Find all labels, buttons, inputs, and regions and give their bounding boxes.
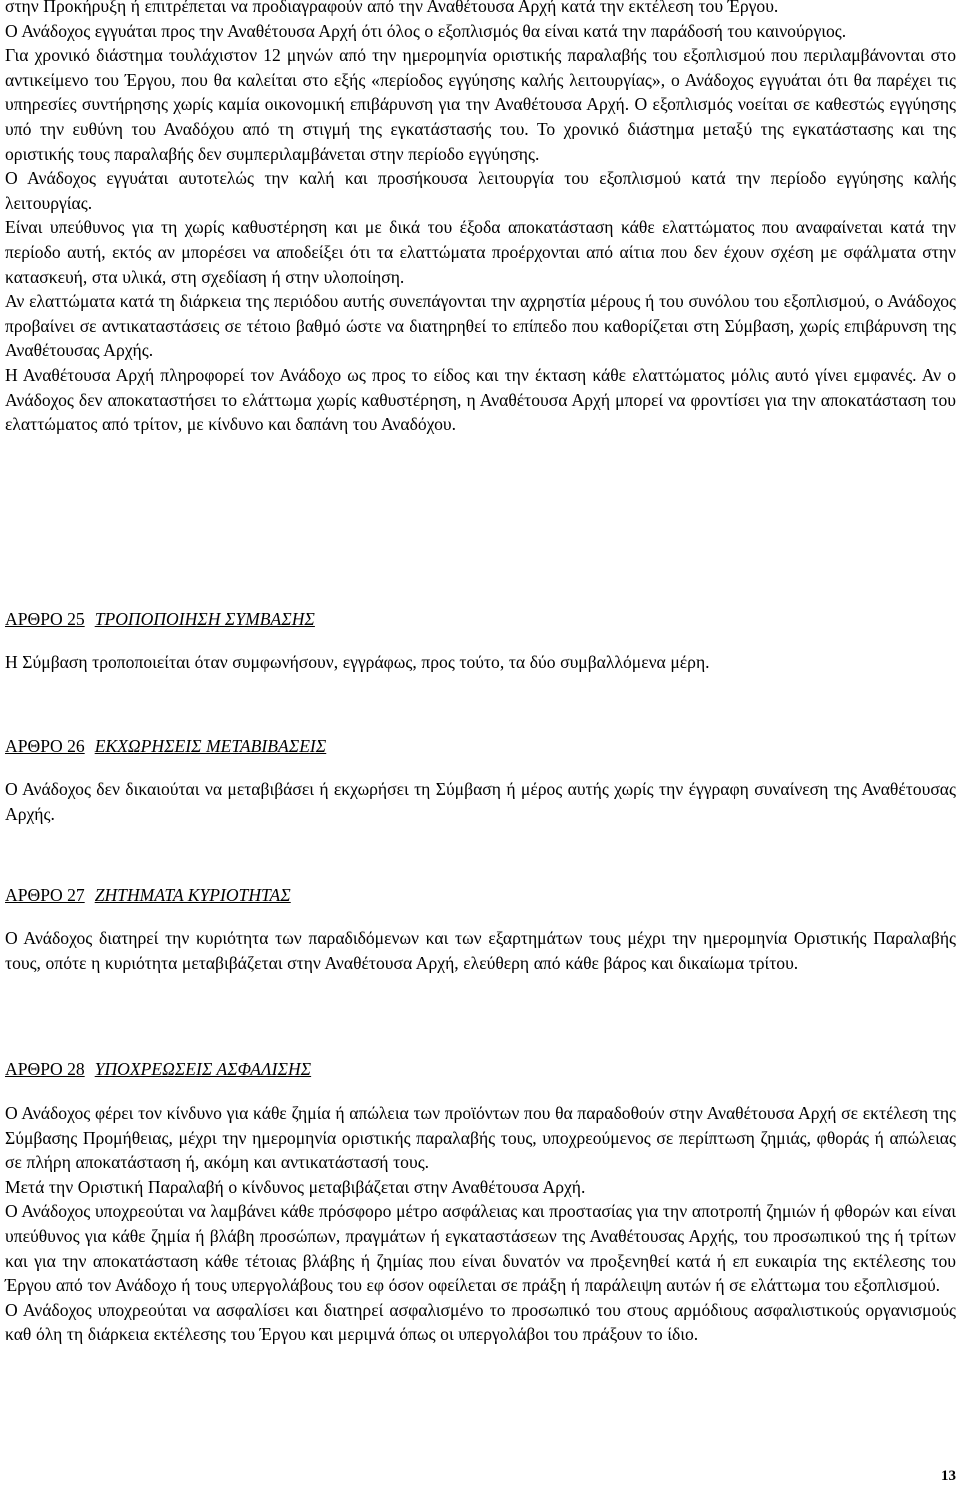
paragraph: στην Προκήρυξη ή επιτρέπεται να προδιαγραφούν από την Αναθέτουσα Αρχή κατά την εκτέλεση του Έργου. [5, 0, 779, 16]
article-28-heading [5, 1057, 311, 1081]
paragraph: Ο Ανάδοχος δεν δικαιούται να μεταβιβάσει ή εκχωρήσει τη Σύμβαση ή μέρος αυτής χωρίς την έγγραφη συναίνεση της Αναθέτουσας Αρχής. [5, 779, 956, 824]
paragraph: Μετά την Οριστική Παραλαβή ο κίνδυνος μεταβιβάζεται στην Αναθέτουσα Αρχή. [5, 1176, 586, 1197]
paragraph: Είναι υπεύθυνος για τη χωρίς καθυστέρηση και με δικά του έξοδα αποκατάσταση κάθε ελαττώματος που αναφαίνεται κατά την περίοδο αυτή, εκτός αν μπορέσει να αποδείξει ότι τα ελαττώματα προέρχονται από αίτια που δεν έχουν σχέση με σφάλματα στην κατασκευή, στα υλικά, στη σχεδίαση ή στην υλοποίηση. [5, 217, 956, 287]
article-number: ΑΡΘΡΟ 28 [5, 1059, 85, 1079]
article-number: ΑΡΘΡΟ 25 [5, 609, 85, 629]
paragraph: Η Αναθέτουσα Αρχή πληροφορεί τον Ανάδοχο ως προς το είδος και την έκταση κάθε ελαττώματος μόλις αυτό γίνει εμφανές. Αν ο Ανάδοχος δεν αποκαταστήσει το ελάττωμα χωρίς καθυστέρηση, η Αναθέτουσα Αρχή μπορεί να φροντίσει για την αποκατάσταση του ελαττώματος από τρίτον, με κίνδυνο και δαπάνη του Αναδόχου. [5, 364, 956, 435]
paragraph: Ο Ανάδοχος εγγυάται αυτοτελώς την καλή και προσήκουσα λειτουργία του εξοπλισμού κατά την περίοδο εγγύησης καλής λειτουργίας. [5, 168, 956, 213]
article-25-body [5, 650, 956, 675]
article-26-heading [5, 734, 326, 758]
paragraph: Ο Ανάδοχος διατηρεί την κυριότητα των παραδιδόμενων και των εξαρτημάτων τους μέχρι την ημερομηνία Οριστικής Παραλαβής τους, οπότε η κυριότητα μεταβιβάζεται στην Αναθέτουσα Αρχή, ελεύθερη από κάθε βάρος και δικαίωμα τρίτου. [5, 928, 956, 973]
article-title: ΤΡΟΠΟΠΟΙΗΣΗ ΣΥΜΒΑΣΗΣ [94, 609, 315, 629]
warranty-text-block [5, 0, 956, 437]
article-25-heading [5, 607, 315, 631]
paragraph: Η Σύμβαση τροποποιείται όταν συμφωνήσουν, εγγράφως, προς τούτο, τα δύο συμβαλλόμενα μέρη. [5, 652, 710, 672]
paragraph: Ο Ανάδοχος φέρει τον κίνδυνο για κάθε ζημία ή απώλεια των προϊόντων που θα παραδοθούν στην Αναθέτουσα Αρχή σε εκτέλεση της Σύμβασης Προμήθειας, μέχρι την ημερομηνία οριστικής παραλαβής τους, υποχρεούμενος σε περίπτωση ζημιάς, φθοράς ή απώλειας σε πλήρη αποκατάσταση ή, ακόμη και αντικατάστασή τους. [5, 1103, 956, 1173]
paragraph: Ο Ανάδοχος υποχρεούται να ασφαλίσει και διατηρεί ασφαλισμένο το προσωπικό του στους αρμόδιους ασφαλιστικούς οργανισμούς καθ όλη τη διάρκεια εκτέλεσης του Έργου και μεριμνά όπως οι υπεργολάβοι του πράξουν το ίδιο. [5, 1299, 956, 1345]
article-number: ΑΡΘΡΟ 26 [5, 736, 85, 756]
paragraph: Ο Ανάδοχος υποχρεούται να λαμβάνει κάθε πρόσφορο μέτρο ασφάλειας και προστασίας για την αποτροπή ζημιών ή φθορών και είναι υπεύθυνος για κάθε ζημία ή βλάβη προσώπων, πραγμάτων ή εγκαταστάσεων της Αναθέτουσας Αρχής, του προσωπικού της ή τρίτων και για την αποκατάσταση κάθε τέτοιας βλάβης ή ζημίας που είναι δυνατόν να προξενηθεί κατά ή επ ευκαιρία της εκτέλεσης του Έργου από τον Ανάδοχο ή τους υπεργολάβους του εφ όσον οφείλεται σε πράξη ή παράλειψη αυτών ή σε ελάττωμα του εξοπλισμού. [5, 1201, 956, 1296]
article-26-body [5, 777, 956, 826]
paragraph: Για χρονικό διάστημα τουλάχιστον 12 μηνών από την ημερομηνία οριστικής παραλαβής του εξοπλισμού που περιλαμβάνονται στο αντικείμενο του Έργου, που θα καλείται στο εξής «περίοδος εγγύησης καλής λειτουργίας», ο Ανάδοχος εγγυάται ότι θα παρέχει τις υπηρεσίες συντήρησης χωρίς καμία οικονομική επιβάρυνση για την Αναθέτουσα Αρχή. Ο εξοπλισμός νοείται σε καθεστώς εγγύησης υπό την ευθύνη του Αναδόχου από τη στιγμή της εγκατάστασής του. Το χρονικό διάστημα μεταξύ της εγκατάστασης και της οριστικής τους παραλαβής δεν συμπεριλαμβάνεται στην περίοδο εγγύησης. [5, 45, 956, 164]
paragraph: Ο Ανάδοχος εγγυάται προς την Αναθέτουσα Αρχή ότι όλος ο εξοπλισμός θα είναι κατά την παράδοσή του καινούργιος. [5, 20, 847, 41]
article-number: ΑΡΘΡΟ 27 [5, 885, 85, 905]
article-27-body [5, 926, 956, 975]
paragraph: Αν ελαττώματα κατά τη διάρκεια της περιόδου αυτής συνεπάγονται την αχρηστία μέρους ή του συνόλου του εξοπλισμού, ο Ανάδοχος προβαίνει σε αντικαταστάσεις σε τέτοιο βαθμό ώστε να διατηρηθεί το επίπεδο που καθορίζεται στη Σύμβαση, χωρίς επιβάρυνση της Αναθέτουσας Αρχής. [5, 291, 956, 361]
article-28-body [5, 1101, 956, 1347]
article-title: ΖΗΤΗΜΑΤΑ ΚΥΡΙΟΤΗΤΑΣ [94, 885, 291, 905]
article-title: ΥΠΟΧΡΕΩΣΕΙΣ ΑΣΦΑΛΙΣΗΣ [94, 1059, 312, 1079]
page-number: 13 [941, 1468, 956, 1484]
article-title: ΕΚΧΩΡΗΣΕΙΣ ΜΕΤΑΒΙΒΑΣΕΙΣ [94, 736, 327, 756]
article-27-heading [5, 883, 291, 907]
